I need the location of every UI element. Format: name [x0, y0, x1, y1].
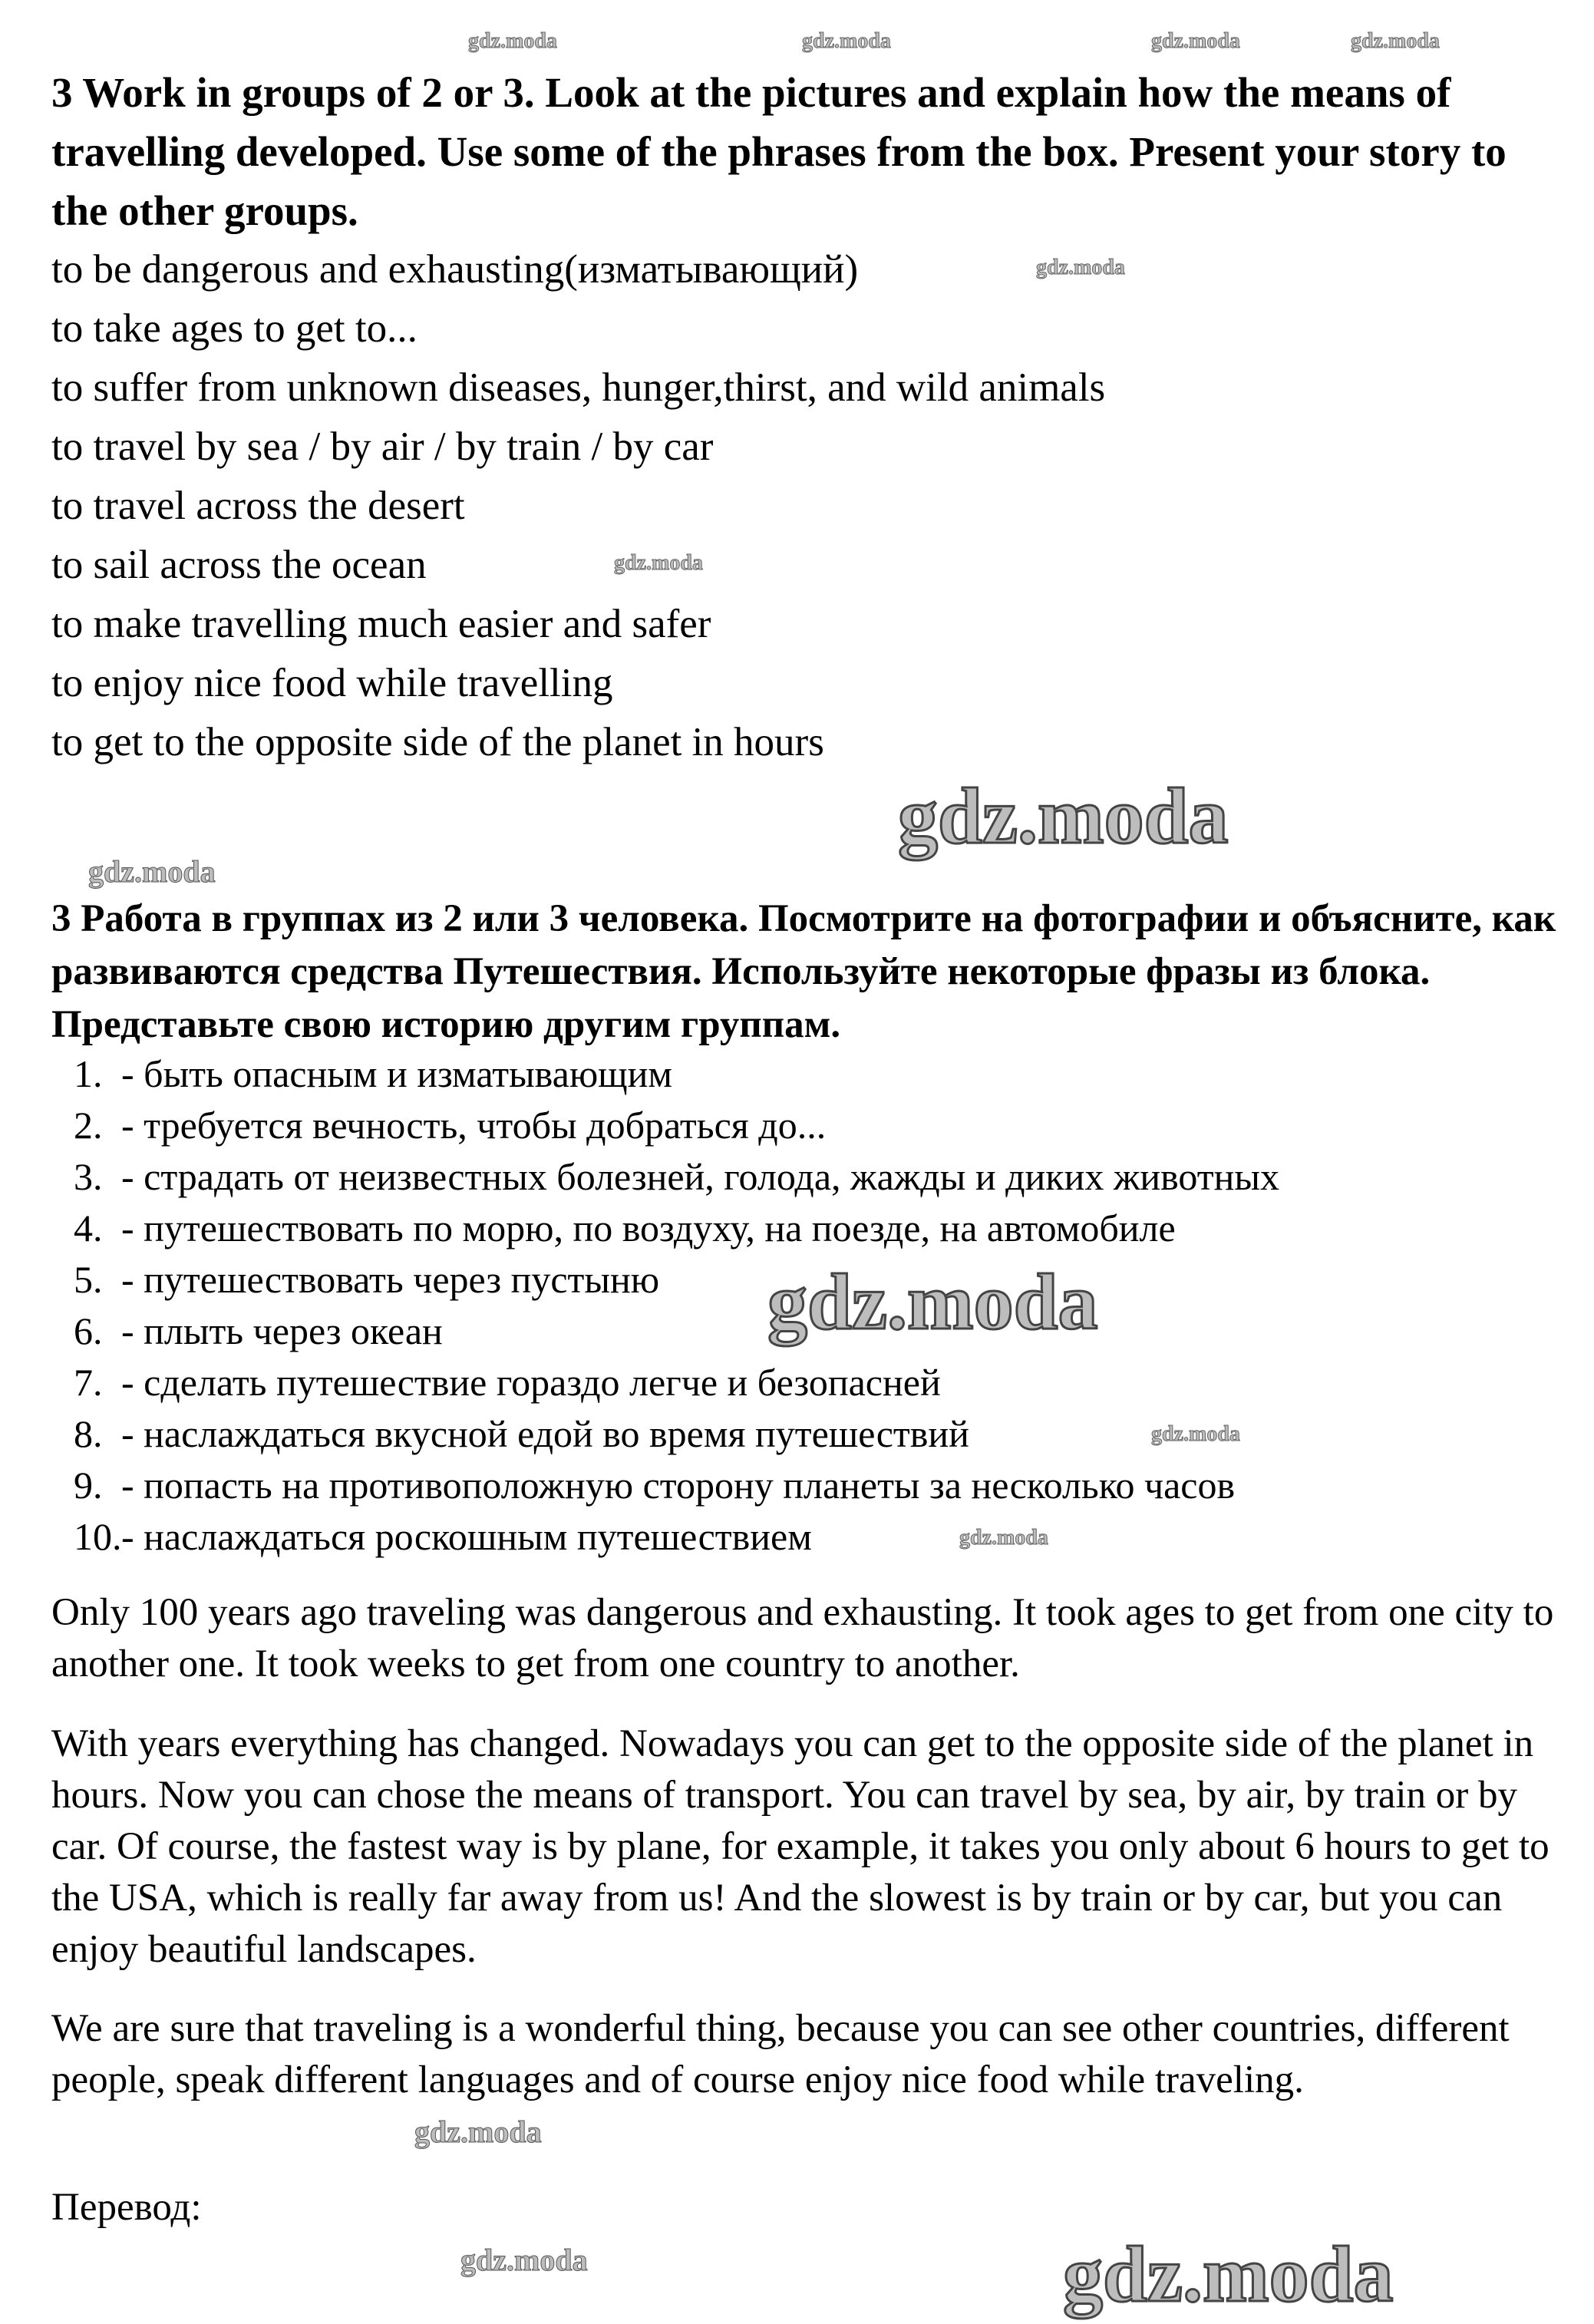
list-number: 8.	[74, 1412, 103, 1455]
list-text: - наслаждаться вкусной едой во время путешествий	[121, 1412, 969, 1455]
list-number: 6.	[74, 1309, 103, 1352]
list-text: - сделать путешествие гораздо легче и безопасней	[121, 1361, 941, 1404]
list-item	[74, 1357, 1563, 1408]
list-item	[74, 1100, 1563, 1151]
list-text: - плыть через океан	[121, 1309, 443, 1352]
watermark: gdz.moda	[88, 854, 216, 889]
list-number: 10.	[74, 1515, 122, 1558]
list-item	[74, 1203, 1563, 1254]
list-item	[74, 1408, 1563, 1460]
phrase-item: to take ages to get to...	[51, 306, 417, 351]
list-text: - страдать от неизвестных болезней, голода, жажды и диких животных	[121, 1155, 1279, 1198]
watermark: gdz.moda	[767, 1258, 1098, 1346]
list-text: - попасть на противоположную сторону планеты за несколько часов	[121, 1464, 1236, 1507]
list-number: 4.	[74, 1207, 103, 1249]
watermark: gdz.moda	[1151, 29, 1240, 53]
watermark: gdz.moda	[614, 551, 703, 575]
story-paragraph-1: Only 100 years ago traveling was dangerous and exhausting. It took ages to get from one city to another one. It took weeks to get from one country to another.	[51, 1591, 1554, 1685]
english-phrase-list	[51, 240, 1563, 772]
english-task-heading: 3 Work in groups of 2 or 3. Look at the pictures and explain how the means of travelling developed. Use some of the phrases from the box. Present your story to the other groups.	[51, 69, 1507, 234]
list-text: - путешествовать по морю, по воздуху, на поезде, на автомобиле	[121, 1207, 1176, 1249]
phrase-item: to make travelling much easier and safer	[51, 602, 711, 646]
story-paragraph-2: With years everything has changed. Nowadays you can get to the opposite side of the planet in hours. Now you can chose the means of transport. You can travel by sea, by air, by train or by car. Of course, the fastest way is by plane, for example, it takes you only about 6 hours to get to the USA, which is really far away from us! And the slowest is by train or by car, but you can enjoy beautiful landscapes.	[51, 1722, 1549, 1971]
list-number: 1.	[74, 1052, 103, 1095]
list-number: 2.	[74, 1104, 103, 1147]
list-text: - быть опасным и изматывающим	[121, 1052, 673, 1095]
story-paragraph-3: We are sure that traveling is a wonderful thing, because you can see other countries, different people, speak different languages and of course enjoy nice food while traveling.	[51, 2007, 1510, 2101]
watermark: gdz.moda	[959, 1526, 1048, 1550]
watermark: gdz.moda	[1351, 29, 1440, 53]
translation-label: Перевод:	[51, 2186, 202, 2229]
list-number: 9.	[74, 1464, 103, 1507]
phrase-item: to enjoy nice food while travelling	[51, 661, 613, 705]
list-number: 7.	[74, 1361, 103, 1404]
list-item	[74, 1460, 1563, 1511]
phrase-item: to travel by sea / by air / by train / by car	[51, 424, 714, 469]
russian-task-heading: 3 Работа в группах из 2 или 3 человека. Посмотрите на фотографии и объясните, как развиваются средства Путешествия. Используйте некоторые фразы из блока. Представьте свою историю другим группам.	[51, 897, 1556, 1046]
watermark: gdz.moda	[898, 772, 1229, 860]
watermark: gdz.moda	[1036, 256, 1125, 279]
list-item	[74, 1151, 1563, 1203]
phrase-item: to suffer from unknown diseases, hunger,thirst, and wild animals	[51, 365, 1106, 410]
watermark: gdz.moda	[1151, 1422, 1240, 1446]
list-number: 3.	[74, 1155, 103, 1198]
phrase-item: to get to the opposite side of the planet in hours	[51, 720, 824, 764]
list-text: - требуется вечность, чтобы добраться до...	[121, 1104, 827, 1147]
list-text: - наслаждаться роскошным путешествием	[121, 1515, 812, 1558]
watermark: gdz.moda	[1063, 2230, 1394, 2319]
list-item	[74, 1511, 1563, 1563]
watermark: gdz.moda	[460, 2243, 588, 2277]
list-number: 5.	[74, 1258, 103, 1301]
list-item	[74, 1048, 1563, 1100]
watermark: gdz.moda	[414, 2114, 542, 2149]
phrase-item: to be dangerous and exhausting(изматывающий)	[51, 247, 859, 292]
watermark: gdz.moda	[802, 29, 891, 53]
watermark: gdz.moda	[468, 29, 557, 53]
phrase-item: to sail across the ocean	[51, 543, 427, 587]
phrase-item: to travel across the desert	[51, 484, 465, 528]
list-text: - путешествовать через пустыню	[121, 1258, 660, 1301]
